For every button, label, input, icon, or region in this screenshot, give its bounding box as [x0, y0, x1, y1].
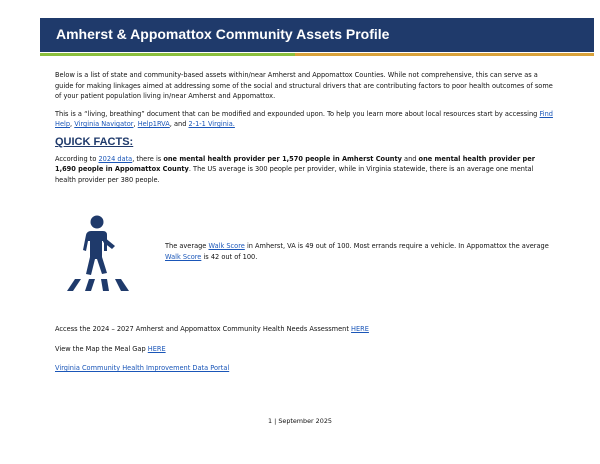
data-source-link[interactable]: 2024 data: [98, 154, 133, 163]
quick-facts-text: , there is: [132, 154, 162, 163]
walk-score-text: The average: [165, 242, 207, 250]
amherst-provider-ratio: one mental health provider per 1,570 people in Amherst County: [163, 154, 402, 163]
quick-facts-text: . The US average is 300 people per provider, while in Virginia statewide, there is an average one mental health provider per 380 people.: [55, 165, 534, 184]
quick-facts-text: According to: [55, 154, 97, 163]
meal-gap-here-link[interactable]: HERE: [147, 344, 166, 353]
resource-links: [55, 324, 555, 383]
pedestrian-crosswalk-icon: [55, 213, 141, 293]
separator-comma: ,: [133, 120, 136, 129]
separator-comma: ,: [70, 120, 73, 129]
header-banner: [40, 18, 594, 52]
meal-gap-text: View the Map the Meal Gap: [55, 344, 146, 353]
help1rva-link[interactable]: Help1RVA: [137, 120, 170, 129]
intro-resources-paragraph: [55, 109, 555, 130]
separator-and: , and: [169, 120, 187, 129]
find-help-link[interactable]: Find Help: [55, 109, 553, 129]
main-content: [55, 70, 555, 192]
page-title: Amherst & Appomattox Community Assets Profile: [56, 26, 390, 42]
walk-score-paragraph: [165, 241, 565, 262]
appomattox-provider-ratio: one mental health provider per 1,690 people in Appomattox County: [55, 154, 535, 174]
walk-score-link[interactable]: Walk Score: [165, 252, 202, 261]
walk-score-link[interactable]: Walk Score: [208, 242, 245, 250]
walk-score-section: [55, 213, 555, 293]
virginia-navigator-link[interactable]: Virginia Navigator: [74, 120, 134, 129]
quick-facts-paragraph: [55, 154, 555, 186]
meal-gap-line: [55, 344, 555, 355]
walk-score-text: in Amherst, VA is 49 out of 100. Most errands require a vehicle. In Appomattox the average: [246, 242, 549, 250]
health-data-portal-link[interactable]: Virginia Community Health Improvement Data Portal: [55, 364, 230, 373]
accent-stripe-gold: [295, 53, 594, 56]
quick-facts-heading: QUICK FACTS:: [55, 135, 134, 148]
intro-resources-text: This is a “living, breathing” document that can be modified and expounded upon. To help you learn more about local resources start by accessing: [55, 109, 538, 118]
intro-paragraph: Below is a list of state and community-based assets within/near Amherst and Appomattox Counties. While not comprehensive, this can serve as a guide for making linkages aimed at addressing some of the social and structural drivers that are contributing factors to poor health outcomes of some of your patient population living in/near Amherst and Appomattox.: [55, 71, 553, 101]
accent-stripe-green: [40, 53, 295, 56]
chna-text: Access the 2024 – 2027 Amherst and Appomattox Community Health Needs Assessment: [55, 325, 349, 333]
page-footer: 1 | September 2025: [268, 417, 332, 425]
chna-line: [55, 324, 555, 335]
portal-line: [55, 363, 555, 374]
chna-here-link[interactable]: HERE: [351, 325, 369, 333]
two-one-one-virginia-link[interactable]: 2-1-1 Virginia.: [188, 120, 235, 129]
quick-facts-text: and: [404, 154, 417, 163]
walk-score-text: is 42 out of 100.: [203, 252, 258, 261]
